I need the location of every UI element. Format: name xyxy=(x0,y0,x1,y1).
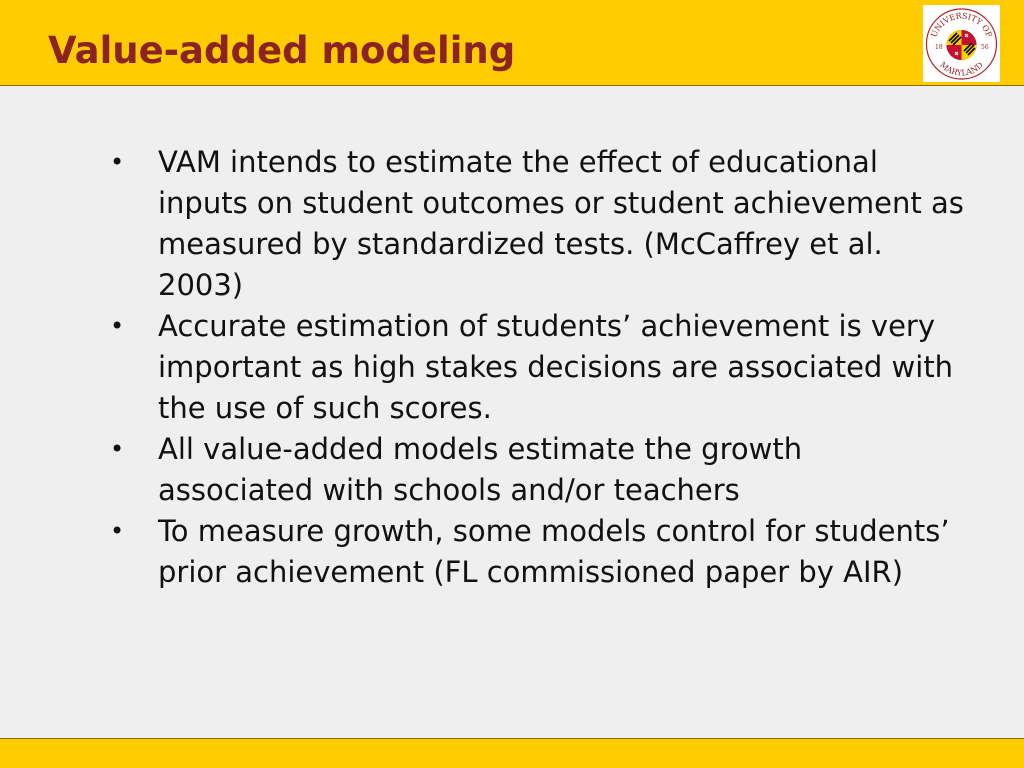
seal-text-top: UNIVERSITY OF xyxy=(929,11,994,39)
bullet-text: VAM intends to estimate the effect of educational inputs on student outcomes or student achievement as measured by standardized tests. (McCaffrey et al. 2003) xyxy=(158,145,964,302)
seal-year-left: 18 xyxy=(935,44,943,51)
slide-body xyxy=(0,86,1024,738)
footer-band xyxy=(0,738,1024,768)
bullet-icon: • xyxy=(110,435,125,463)
bullet-item xyxy=(106,142,966,306)
maryland-flag-shield-icon xyxy=(947,30,977,60)
bullet-list xyxy=(106,142,966,593)
bullet-text: Accurate estimation of students’ achievement is very important as high stakes decisions are associated with the use of such scores. xyxy=(158,309,954,425)
bullet-item xyxy=(106,429,966,511)
bullet-item xyxy=(106,306,966,429)
bullet-item xyxy=(106,511,966,593)
slide-title: Value-added modeling xyxy=(48,29,516,72)
bullet-icon: • xyxy=(110,517,125,545)
university-seal-logo xyxy=(923,5,1000,82)
bullet-icon: • xyxy=(110,312,125,340)
seal-graphic xyxy=(923,5,1000,82)
bullet-text: All value-added models estimate the growth associated with schools and/or teachers xyxy=(158,432,803,507)
seal-text-bottom: MARYLAND xyxy=(938,60,985,78)
bullet-text: To measure growth, some models control for students’ prior achievement (FL commissioned paper by AIR) xyxy=(158,514,950,589)
seal-year-right: 56 xyxy=(981,44,989,51)
bullet-icon: • xyxy=(110,148,125,176)
header-band xyxy=(0,0,1024,86)
